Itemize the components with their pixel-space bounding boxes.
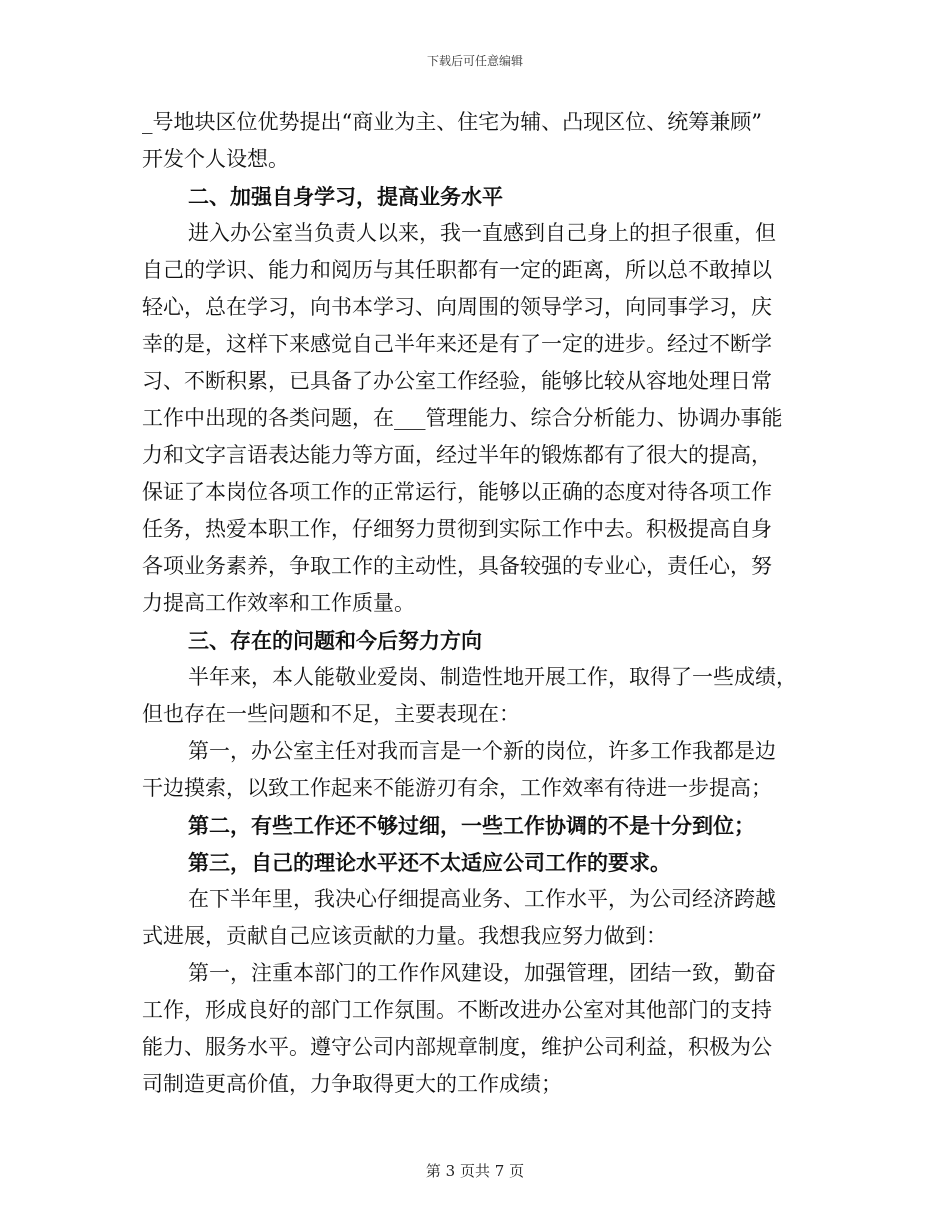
page-header: 下载后可任意编辑 <box>426 54 523 68</box>
paragraph-line: 在下半年里，我决心仔细提高业务、工作水平，为公司经济跨越 <box>188 887 776 911</box>
section-heading: 三、存在的问题和今后努力方向 <box>188 628 482 653</box>
document-body <box>142 104 822 1103</box>
paragraph-line: 第一，办公室主任对我而言是一个新的岗位，许多工作我都是边 <box>188 739 776 763</box>
paragraph-line: 干边摸索，以致工作起来不能游刃有余，工作效率有待进一步提高； <box>142 776 772 800</box>
section-heading: 二、加强自身学习，提高业务水平 <box>188 184 503 209</box>
emphasized-line: 第三，自己的理论水平还不太适应公司工作的要求。 <box>188 850 671 875</box>
paragraph-line: 但也存在一些问题和不足，主要表现在： <box>142 702 520 726</box>
paragraph-line: 各项业务素养，争取工作的主动性，具备较强的专业心，责任心，努 <box>142 554 772 578</box>
paragraph-line: 习、不断积累，已具备了办公室工作经验，能够比较从容地处理日常 <box>142 369 772 393</box>
paragraph-line: 半年来，本人能敬业爱岗、制造性地开展工作，取得了一些成绩， <box>188 665 797 689</box>
paragraph-line: _号地块区位优势提出“商业为主、住宅为辅、凸现区位、统筹兼顾” <box>142 110 762 134</box>
paragraph-line: 工作中出现的各类问题，在___管理能力、综合分析能力、协调办事能 <box>142 406 783 430</box>
paragraph-line: 开发个人设想。 <box>142 147 289 171</box>
page-number: 第 3 页共 7 页 <box>425 1162 525 1180</box>
paragraph-line: 保证了本岗位各项工作的正常运行，能够以正确的态度对待各项工作 <box>142 480 772 504</box>
paragraph-line: 式进展，贡献自己应该贡献的力量。我想我应努力做到： <box>142 924 667 948</box>
paragraph-line: 轻心，总在学习，向书本学习、向周围的领导学习，向同事学习，庆 <box>142 295 772 319</box>
emphasized-line: 第二，有些工作还不够过细，一些工作协调的不是十分到位； <box>188 813 755 838</box>
paragraph-line: 任务，热爱本职工作，仔细努力贯彻到实际工作中去。积极提高自身 <box>142 517 772 541</box>
paragraph-line: 司制造更高价值，力争取得更大的工作成绩； <box>142 1072 562 1096</box>
paragraph-line: 力和文字言语表达能力等方面，经过半年的锻炼都有了很大的提高， <box>142 443 772 467</box>
paragraph-line: 自己的学识、能力和阅历与其任职都有一定的距离，所以总不敢掉以 <box>142 258 772 282</box>
paragraph-line: 第一，注重本部门的工作作风建设，加强管理，团结一致，勤奋 <box>188 961 776 985</box>
paragraph-line: 幸的是，这样下来感觉自己半年来还是有了一定的进步。经过不断学 <box>142 332 772 356</box>
paragraph-line: 能力、服务水平。遵守公司内部规章制度，维护公司利益，积极为公 <box>142 1035 772 1059</box>
paragraph-line: 工作，形成良好的部门工作氛围。不断改进办公室对其他部门的支持 <box>142 998 772 1022</box>
paragraph-line: 力提高工作效率和工作质量。 <box>142 591 415 615</box>
paragraph-line: 进入办公室当负责人以来，我一直感到自己身上的担子很重，但 <box>188 221 776 245</box>
